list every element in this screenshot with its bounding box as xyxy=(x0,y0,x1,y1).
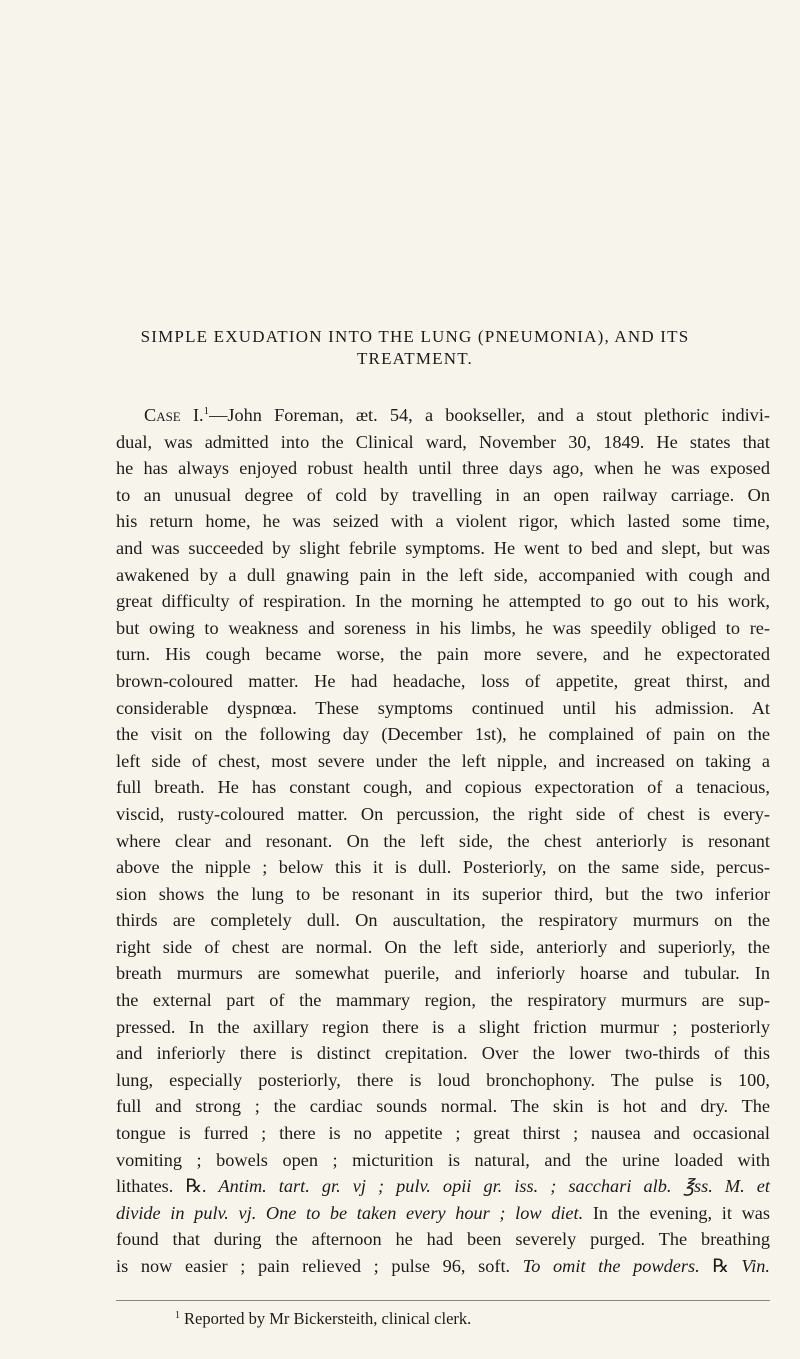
text-line: dual, was admitted into the Clinical ward, November 30, 1849. He states that xyxy=(116,431,770,452)
text-line: turn. His cough became worse, the pain more severe, and he expectorated xyxy=(116,644,770,665)
prescription-text: Antim. tart. gr. vj ; pulv. opii gr. iss. ; sacchari alb. ℥ss. M. et xyxy=(218,1176,770,1197)
text-line: and inferiorly there is distinct crepitation. Over the lower two-thirds of this xyxy=(116,1043,770,1064)
case-report-paragraph xyxy=(116,402,770,1280)
chapter-heading-continued: TREATMENT. xyxy=(356,349,474,368)
case-label: Case I. xyxy=(144,405,204,425)
prescription-line: lithates. ℞. Antim. tart. gr. vj ; pulv. opii gr. iss. ; sacchari alb. ℥ss. M. et xyxy=(116,1176,770,1197)
footnote-text: Reported by Mr Bickersteith, clinical clerk. xyxy=(184,1309,472,1328)
text-line: he has always enjoyed robust health until three days ago, when he was exposed xyxy=(116,458,770,479)
text-line: above the nipple ; below this it is dull. Posteriorly, on the same side, percus- xyxy=(116,857,770,878)
text-line: is now easier ; pain relieved ; pulse 96, soft. To omit the powders. ℞ Vin. xyxy=(116,1256,771,1276)
footnote-marker: 1 xyxy=(203,404,210,417)
text-line: viscid, rusty-coloured matter. On percussion, the right side of chest is every- xyxy=(116,803,770,824)
footnote-number: 1 xyxy=(175,1309,180,1321)
chapter-heading: SIMPLE EXUDATION INTO THE LUNG (PNEUMONIA), AND ITS xyxy=(140,327,690,346)
text-line: where clear and resonant. On the left side, the chest anteriorly is resonant xyxy=(116,830,770,851)
text-line: full breath. He has constant cough, and copious expectoration of a tenacious, xyxy=(116,777,770,798)
text-line: but owing to weakness and soreness in his limbs, he was speedily obliged to re- xyxy=(116,617,770,638)
text-line: pressed. In the axillary region there is a slight friction murmur ; posteriorly xyxy=(116,1016,770,1037)
text-line: considerable dyspnœa. These symptoms continued until his admission. At xyxy=(116,697,770,718)
text-line: the visit on the following day (December 1st), he complained of pain on the xyxy=(116,724,770,745)
text-line: sion shows the lung to be resonant in its superior third, but the two inferior xyxy=(116,883,770,904)
text-line: full and strong ; the cardiac sounds normal. The skin is hot and dry. The xyxy=(116,1096,770,1117)
text-line: breath murmurs are somewhat puerile, and inferiorly hoarse and tubular. In xyxy=(116,963,770,984)
text-line: the external part of the mammary region, the respiratory murmurs are sup- xyxy=(116,990,770,1011)
text-line: vomiting ; bowels open ; micturition is natural, and the urine loaded with xyxy=(116,1149,770,1170)
text-line: Case I.$^1$—John Foreman, æt. 54, a bookseller, and a stout plethoric indivi- xyxy=(144,404,770,425)
prescription-line: divide in pulv. vj. One to be taken every hour ; low diet. In the evening, it was xyxy=(116,1202,770,1223)
text-line: great difficulty of respiration. In the morning he attempted to go out to his work, xyxy=(116,591,770,612)
text-line: thirds are completely dull. On auscultation, the respiratory murmurs on the xyxy=(116,910,770,931)
prescription-text: divide in pulv. vj. One to be taken every hour ; low diet. xyxy=(116,1202,584,1223)
text-line: lung, especially posteriorly, there is loud bronchophony. The pulse is 100, xyxy=(116,1069,770,1090)
text-line: awakened by a dull gnawing pain in the left side, accompanied with cough and xyxy=(116,564,770,585)
text-line: his return home, he was seized with a violent rigor, which lasted some time, xyxy=(116,511,770,532)
text-line: left side of chest, most severe under the left nipple, and increased on taking a xyxy=(116,750,770,771)
text-line: and was succeeded by slight febrile symptoms. He went to bed and slept, but was xyxy=(116,537,770,558)
text-line: found that during the afternoon he had been severely purged. The breathing xyxy=(116,1229,770,1250)
text-line: brown-coloured matter. He had headache, loss of appetite, great thirst, and xyxy=(116,670,770,691)
text-line: tongue is furred ; there is no appetite ; great thirst ; nausea and occasional xyxy=(116,1123,770,1144)
footnote-divider xyxy=(116,1300,770,1301)
footnote xyxy=(175,1308,735,1330)
text-line: to an unusual degree of cold by travelling in an open railway carriage. On xyxy=(116,484,770,505)
text-line: right side of chest are normal. On the left side, anteriorly and superiorly, the xyxy=(116,936,770,957)
